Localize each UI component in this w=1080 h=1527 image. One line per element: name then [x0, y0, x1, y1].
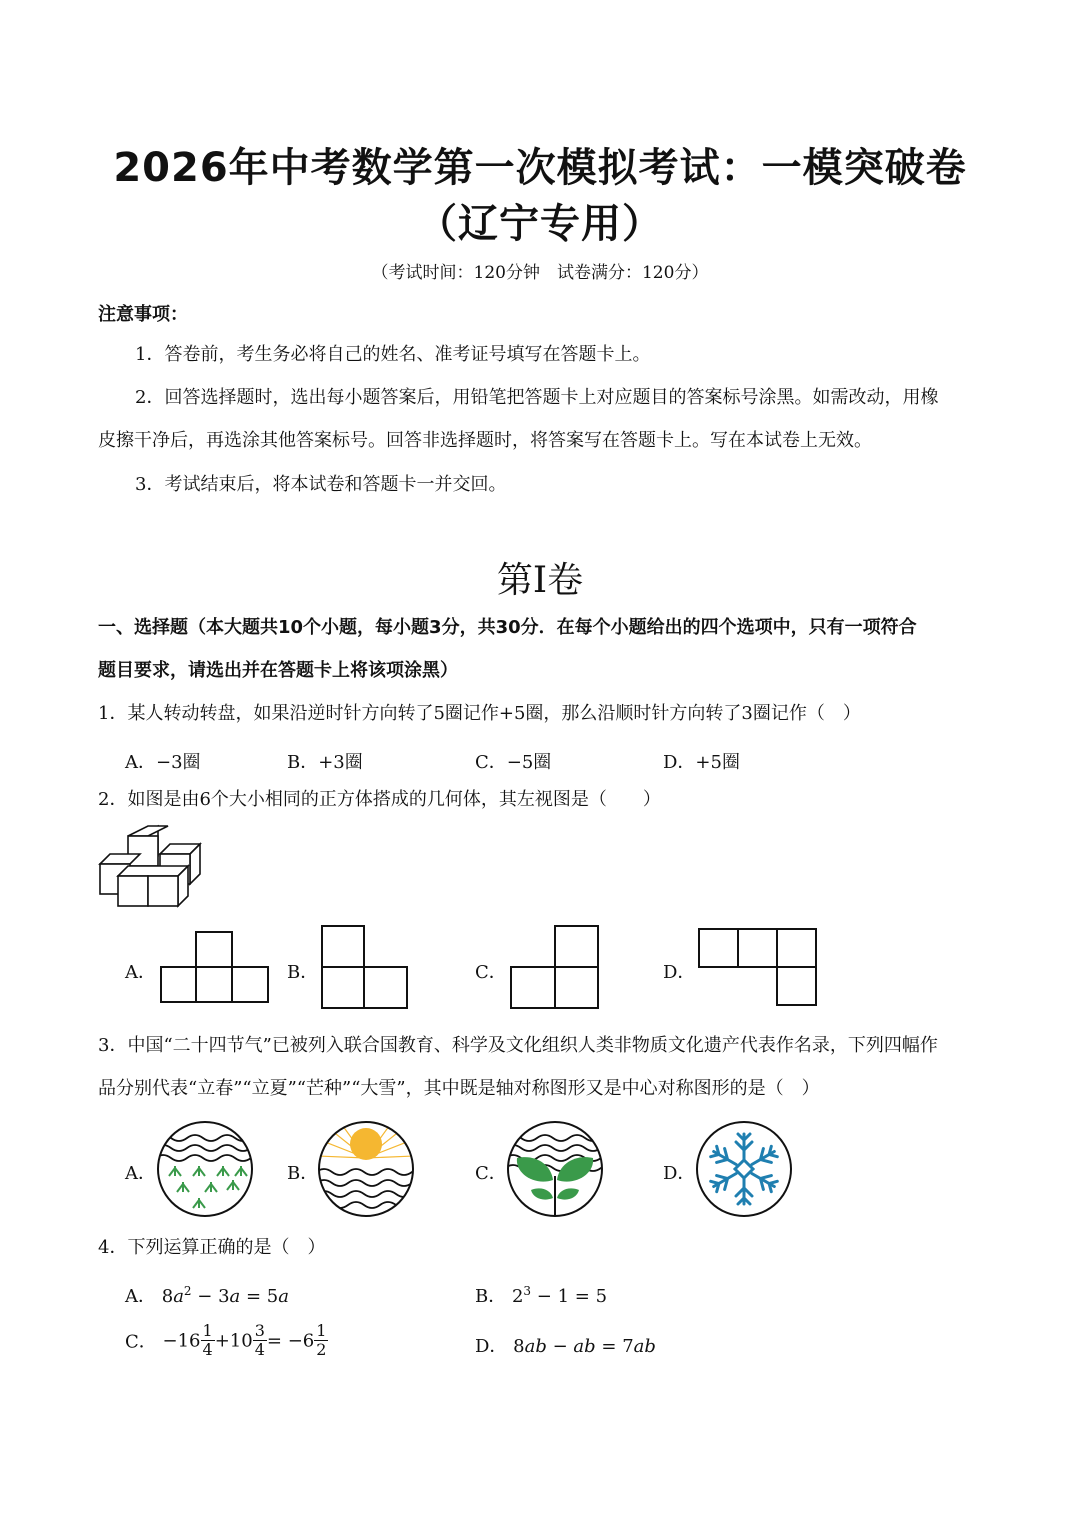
q2-stem: 2．如图是由6个大小相同的正方体搭成的几何体，其左视图是（ ）: [98, 789, 661, 810]
q2-option-b-figure: [321, 925, 409, 1009]
q2-option-d-figure: [698, 928, 818, 1008]
section-title: 第I卷: [496, 560, 584, 601]
section-heading-a: 一、选择题（本大题共10个小题，每小题3分，共30分．在每个小题给出的四个选项中，只有一项符合: [98, 617, 917, 638]
q3-option-c: C．: [475, 1163, 507, 1184]
q1-option-d: D．+5圈: [663, 752, 740, 773]
doc-title-line2: （辽宁专用）: [417, 201, 663, 247]
q2-option-c-figure: [510, 925, 600, 1009]
q4-option-b-expr: $2^3 - 1 = 5$: [511, 1284, 608, 1307]
q2-cube-figure: [98, 826, 204, 908]
q4-option-c: C． −16 $\frac{1}{4}$ +10 $\frac{3}{4}$ = −6 $\frac{1}{2}$: [125, 1321, 327, 1359]
q4-option-a-expr: $8a^2 - 3a = 5a$: [161, 1284, 289, 1307]
q4-option-d-expr: 8ab − ab = 7ab: [513, 1336, 656, 1357]
notice-item-1: 1．答卷前，考生务必将自己的姓名、准考证号填写在答题卡上。: [135, 344, 651, 365]
q1-option-b: B．+3圈: [287, 752, 363, 773]
q4-option-a: A． $8a^2 - 3a = 5a$: [125, 1284, 289, 1307]
q3-option-a: A．: [125, 1163, 156, 1184]
q3-option-a-figure: [155, 1120, 255, 1218]
notice-item-2b: 皮擦干净后，再选涂其他答案标号。回答非选择题时，将答案写在答题卡上。写在本试卷上无效。: [98, 430, 872, 451]
q2-option-a-figure: [160, 931, 270, 1003]
exam-meta: （考试时间：120分钟 试卷满分：120分）: [371, 263, 709, 283]
q4-option-b: B． $2^3 - 1 = 5$: [475, 1284, 608, 1307]
q2-option-a: A．: [125, 962, 156, 983]
q4-option-c-expr: −16 $\frac{1}{4}$ +10 $\frac{3}{4}$ = −6 $\frac{1}{2}$: [162, 1321, 327, 1359]
doc-title-line1: 2026年中考数学第一次模拟考试：一模突破卷: [113, 145, 967, 191]
q3-option-d: D．: [663, 1163, 696, 1184]
q2-option-c: C．: [475, 962, 507, 983]
q3-stem-b: 品分别代表“立春”“立夏”“芒种”“大雪”，其中既是轴对称图形又是中心对称图形的是（ ）: [98, 1078, 820, 1099]
q1-option-c: C．−5圈: [475, 752, 552, 773]
section-heading-b: 题目要求，请选出并在答题卡上将该项涂黑）: [98, 660, 458, 681]
q2-option-b: B．: [287, 962, 319, 983]
notice-item-2a: 2．回答选择题时，选出每小题答案后，用铅笔把答题卡上对应题目的答案标号涂黑。如需改动，用橡: [135, 387, 939, 408]
q1-stem: 1．某人转动转盘，如果沿逆时针方向转了5圈记作+5圈，那么沿顺时针方向转了3圈记作（ ）: [98, 703, 861, 724]
q3-option-c-figure: [505, 1120, 605, 1218]
notice-heading: 注意事项：: [98, 304, 188, 325]
q3-option-b-figure: [316, 1120, 416, 1218]
q2-option-d: D．: [663, 962, 696, 983]
notice-item-3: 3．考试结束后，将本试卷和答题卡一并交回。: [135, 474, 507, 495]
q4-option-d: D． 8ab − ab = 7ab: [475, 1336, 656, 1357]
q3-stem-a: 3．中国“二十四节气”已被列入联合国教育、科学及文化组织人类非物质文化遗产代表作名录，下列四幅作: [98, 1035, 938, 1056]
q3-option-d-figure: [694, 1120, 794, 1218]
q1-option-a: A．−3圈: [125, 752, 201, 773]
q4-stem: 4．下列运算正确的是（ ）: [98, 1237, 326, 1258]
q3-option-b: B．: [287, 1163, 319, 1184]
